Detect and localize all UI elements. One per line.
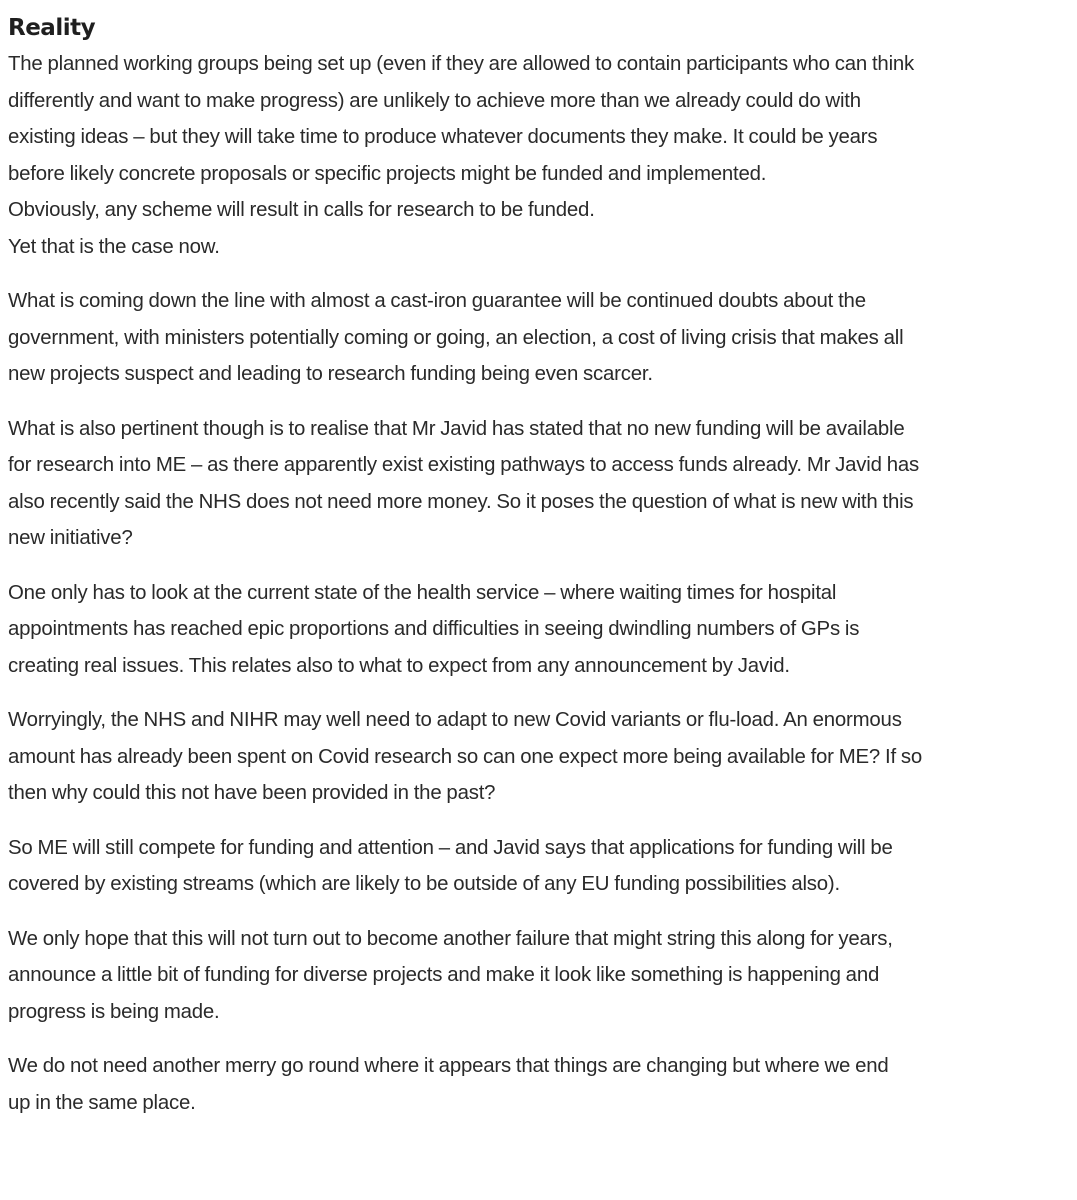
paragraph-competition <box>8 830 1070 903</box>
paragraph-line: appointments has reached epic proportions and difficulties in seeing dwindling numbers of GPs is <box>8 618 860 640</box>
paragraph-covid <box>8 702 1070 812</box>
paragraph-line: What is also pertinent though is to realise that Mr Javid has stated that no new funding will be available <box>8 417 905 440</box>
paragraph-line: covered by existing streams (which are likely to be outside of any EU funding possibilities also). <box>8 873 840 895</box>
paragraph-health-service <box>8 575 1070 685</box>
paragraph-no-new-funding <box>8 411 1070 557</box>
paragraph-line: new projects suspect and leading to research funding being even scarcer. <box>8 363 653 385</box>
section-heading: Reality <box>8 15 96 41</box>
paragraph-line: We only hope that this will not turn out to become another failure that might string this along for years, <box>8 927 893 950</box>
paragraph-line: before likely concrete proposals or specific projects might be funded and implemented. <box>8 162 767 185</box>
paragraph-line: creating real issues. This relates also to what to expect from any announcement by Javid. <box>8 654 790 677</box>
paragraph-working-groups <box>8 46 1070 265</box>
paragraph-line: then why could this not have been provided in the past? <box>8 782 496 804</box>
paragraph-line: differently and want to make progress) are unlikely to achieve more than we already could do with <box>8 89 861 112</box>
paragraph-line: What is coming down the line with almost a cast-iron guarantee will be continued doubts about the <box>8 290 866 312</box>
paragraph-government-doubts <box>8 283 1070 393</box>
article-body <box>8 10 1070 1139</box>
paragraph-line: up in the same place. <box>8 1091 196 1114</box>
paragraph-line: announce a little bit of funding for diverse projects and make it look like something is happening and <box>8 964 880 986</box>
paragraph-line: new initiative? <box>8 527 133 549</box>
paragraph-line: Worryingly, the NHS and NIHR may well need to adapt to new Covid variants or flu-load. An enormous <box>8 709 902 731</box>
paragraph-line: government, with ministers potentially coming or going, an election, a cost of living crisis that makes all <box>8 326 904 349</box>
paragraph-merry-go-round <box>8 1048 1070 1121</box>
paragraph-line: for research into ME – as there apparently exist existing pathways to access funds already. Mr Javid has <box>8 454 920 476</box>
paragraph-line: So ME will still compete for funding and attention – and Javid says that applications for funding will be <box>8 836 893 859</box>
paragraph-line: Yet that is the case now. <box>8 235 220 258</box>
paragraph-line: progress is being made. <box>8 1000 220 1023</box>
paragraph-line: Obviously, any scheme will result in calls for research to be funded. <box>8 199 595 221</box>
paragraph-line: We do not need another merry go round where it appears that things are changing but where we end <box>8 1055 889 1077</box>
paragraph-hope <box>8 921 1070 1031</box>
paragraph-line: One only has to look at the current state of the health service – where waiting times for hospital <box>8 581 837 604</box>
paragraph-line: amount has already been spent on Covid research so can one expect more being available for ME? If so <box>8 745 923 768</box>
paragraph-line: The planned working groups being set up (even if they are allowed to contain participants who can think <box>8 53 915 75</box>
paragraph-line: existing ideas – but they will take time to produce whatever documents they make. It could be years <box>8 126 878 148</box>
paragraph-line: also recently said the NHS does not need more money. So it poses the question of what is new with this <box>8 490 914 513</box>
